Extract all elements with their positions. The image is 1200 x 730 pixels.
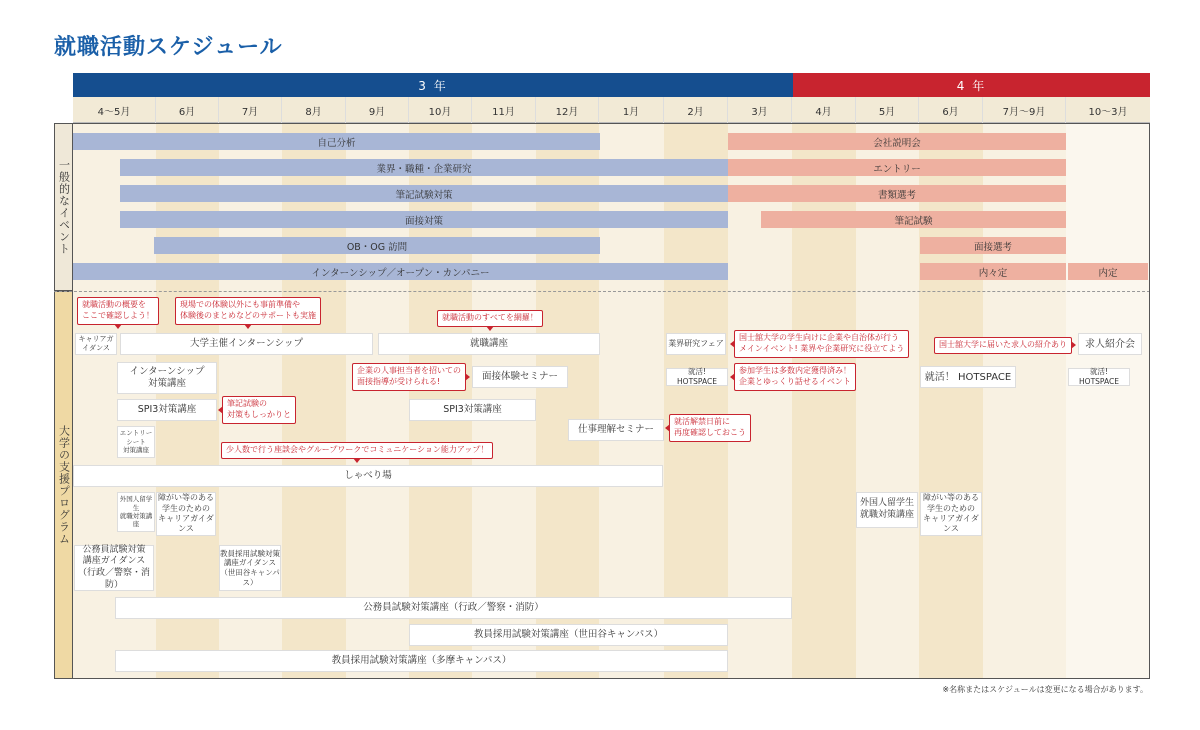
program-intern-taisaku: インターンシップ 対策講座 — [117, 362, 217, 394]
event-bar-naina: 内々定 — [920, 263, 1066, 280]
callout-note-small-group: 少人数で行う座談会やグループワークでコミュニケーション能力アップ！ — [221, 442, 493, 459]
program-hotspace-4: 就活！ HOTSPACE — [920, 366, 1016, 388]
event-bar-setsumei: 会社説明会 — [728, 133, 1066, 150]
month-header-row — [73, 97, 1150, 123]
month-cell: 6月 — [919, 97, 983, 123]
program-gaikoku-2: 外国人留学生 就職対策講座 — [856, 492, 918, 528]
month-cell: 6月 — [156, 97, 219, 123]
month-cell: 1月 — [599, 97, 664, 123]
program-spi-2: SPI3対策講座 — [409, 399, 536, 421]
month-cell: 7月～9月 — [983, 97, 1066, 123]
callout-note-hikki: 筆記試験の 対策もしっかりと — [222, 396, 296, 424]
program-kyujin: 求人紹介会 — [1078, 333, 1142, 355]
callout-note-all-covered: 就職活動のすべてを網羅！ — [437, 310, 543, 327]
year-3-header: 3 年 — [73, 73, 793, 97]
event-bar-hikkishiken: 筆記試験 — [761, 211, 1066, 228]
event-bar-jiko: 自己分析 — [73, 133, 600, 150]
event-bar-obog: OB・OG 訪問 — [154, 237, 600, 254]
event-bar-naitei: 内定 — [1068, 263, 1148, 280]
month-cell: 4～5月 — [73, 97, 156, 123]
program-entry-sheet: エントリーシート 対策講座 — [117, 426, 155, 458]
event-bar-hikki: 筆記試験対策 — [120, 185, 728, 202]
event-bar-mensetsu: 面接対策 — [120, 211, 728, 228]
footnote: ※名称またはスケジュールは変更になる場合があります。 — [942, 685, 1148, 694]
month-cell: 12月 — [536, 97, 599, 123]
program-komuin-guide: 公務員試験対策 講座ガイダンス （行政／警察・消防） — [74, 545, 154, 591]
program-gaikoku-1: 外国人留学生 就職対策講座 — [117, 492, 155, 532]
callout-note-kyujin: 国士舘大学に届いた求人の紹介あり — [934, 337, 1072, 354]
program-shaberi: しゃべり場 — [73, 465, 663, 487]
program-kyoin-setagaya: 教員採用試験対策講座（世田谷キャンパス） — [409, 624, 728, 646]
callout-note-mensetsu: 企業の人事担当者を招いての 面接指導が受けられる! — [352, 363, 466, 391]
month-cell: 10～3月 — [1088, 106, 1128, 118]
page-title: 就職活動スケジュール — [54, 35, 283, 60]
program-hotspace-3: 就活! HOTSPACE — [666, 368, 728, 386]
section-label-support: 大学の支援プログラム — [54, 291, 73, 679]
month-cell: 4月 — [792, 97, 856, 123]
event-bar-shorui: 書類選考 — [728, 185, 1066, 202]
event-bar-intern: インターンシップ／オープン・カンパニー — [73, 263, 728, 280]
month-cell: 2月 — [664, 97, 728, 123]
program-gyokai-fair: 業界研究フェア — [666, 333, 726, 355]
program-mensetsu-seminar: 面接体験セミナー — [472, 366, 568, 388]
program-intern-univ: 大学主催インターンシップ — [120, 333, 373, 355]
event-bar-gyokai: 業界・職種・企業研究 — [120, 159, 728, 176]
program-kyoin-tama: 教員採用試験対策講座（多摩キャンパス） — [115, 650, 728, 672]
program-shushoku-koza: 就職講座 — [378, 333, 600, 355]
month-cell: 7月 — [219, 97, 282, 123]
month-cell: 11月 — [472, 97, 536, 123]
program-komuin-koza: 公務員試験対策講座（行政／警察・消防） — [115, 597, 792, 619]
program-kyoin-guide: 教員採用試験対策 講座ガイダンス （世田谷キャンパス） — [219, 545, 281, 591]
callout-note-intern-support: 現場での体験以外にも事前準備や 体験後のまとめなどのサポートも実施 — [175, 297, 321, 325]
callout-note-kaikin: 就活解禁日前に 再度確認しておこう — [669, 414, 751, 442]
month-cell: 5月 — [856, 97, 919, 123]
callout-note-overview: 就職活動の概要を ここで確認しよう！ — [77, 297, 159, 325]
month-cell: 8月 — [282, 97, 346, 123]
event-bar-mensetsusenko: 面接選考 — [920, 237, 1066, 254]
program-shogai-2: 障がい等のある 学生のための キャリアガイダンス — [920, 492, 982, 536]
program-career-guidance: キャリアガイダンス — [75, 333, 117, 355]
section-label-general: 一般的なイベント — [54, 123, 73, 291]
program-shogai-1: 障がい等のある 学生のための キャリアガイダンス — [156, 492, 216, 536]
callout-note-main-event: 国士舘大学の学生向けに企業や自治体が行う メインイベント! 業界や企業研究に役立てよう — [734, 330, 909, 358]
section-divider — [54, 291, 1150, 292]
month-cell: 9月 — [346, 97, 409, 123]
program-shigoto-seminar: 仕事理解セミナー — [568, 419, 664, 441]
year-4-header: 4 年 — [793, 73, 1150, 97]
callout-note-hotspace: 参加学生は多数内定獲得済み！ 企業とゆっくり話せるイベント — [734, 363, 856, 391]
event-bar-entry: エントリー — [728, 159, 1066, 176]
program-spi-1: SPI3対策講座 — [117, 399, 217, 421]
month-cell: 10月 — [409, 97, 472, 123]
month-cell: 3月 — [728, 97, 792, 123]
program-hotspace-final: 就活! HOTSPACE — [1068, 368, 1130, 386]
